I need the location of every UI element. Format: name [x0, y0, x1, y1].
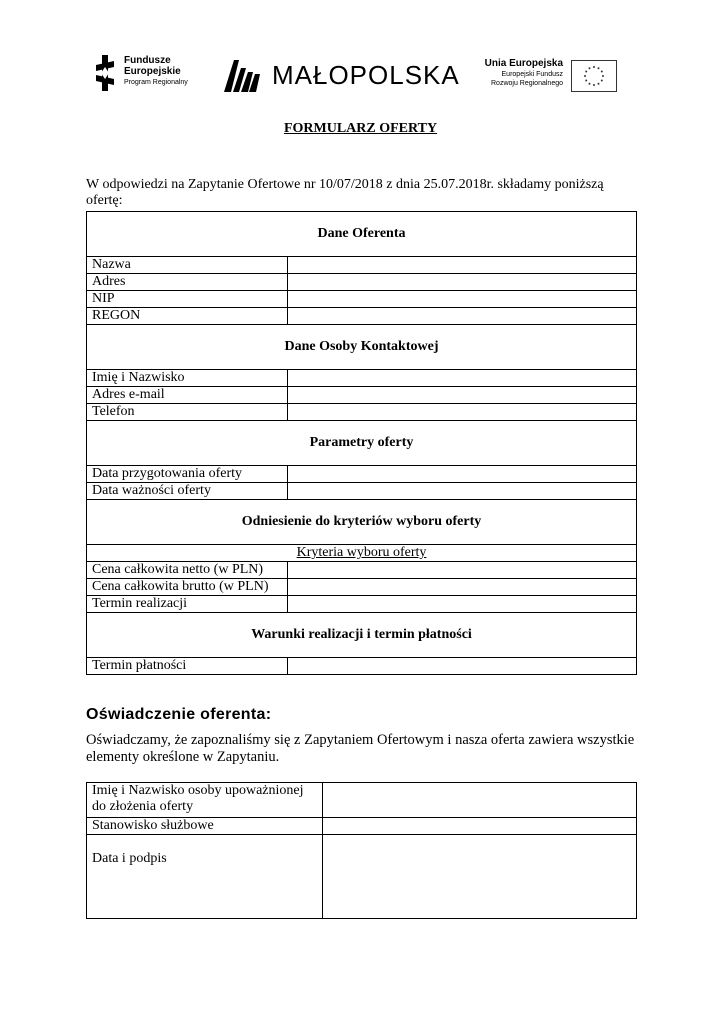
- label-osoba-upowazniona-line1: Imię i Nazwisko osoby upoważnionej: [92, 783, 304, 798]
- eu-star-icon: [598, 83, 600, 85]
- eu-star-icon: [584, 75, 586, 77]
- section-row: [87, 325, 637, 370]
- subhead-row: [87, 545, 637, 562]
- malopolska-logo-text: MAŁOPOLSKA: [272, 60, 460, 90]
- fe-logo-line1: Fundusze: [124, 55, 171, 66]
- field-cena-netto[interactable]: [288, 562, 637, 579]
- field-email[interactable]: [288, 387, 637, 404]
- field-stanowisko[interactable]: [323, 818, 637, 835]
- eu-star-icon: [593, 66, 595, 68]
- subhead-kryteria-wyboru: Kryteria wyboru oferty: [87, 545, 637, 562]
- table-row: [87, 387, 637, 404]
- section-kryteria: Odniesienie do kryteriów wyboru oferty: [87, 500, 637, 545]
- table-row: [87, 579, 637, 596]
- table-row: [87, 658, 637, 675]
- fe-star-icon: [94, 55, 116, 91]
- field-adres[interactable]: [288, 274, 637, 291]
- label-cena-netto: Cena całkowita netto (w PLN): [87, 562, 288, 579]
- fe-logo-line2: Europejskie: [124, 66, 181, 77]
- section-dane-kontaktowe: Dane Osoby Kontaktowej: [87, 325, 637, 370]
- label-telefon: Telefon: [87, 404, 288, 421]
- table-row: [87, 291, 637, 308]
- signature-table: [86, 782, 637, 919]
- label-nazwa: Nazwa: [87, 257, 288, 274]
- intro-text: W odpowiedzi na Zapytanie Ofertowe nr 10/07/2018 z dnia 25.07.2018r. składamy poniższą ofertę:: [86, 177, 604, 208]
- field-data-waznosci[interactable]: [288, 483, 637, 500]
- field-nazwa[interactable]: [288, 257, 637, 274]
- eu-logo-line2: Europejski Fundusz: [501, 71, 563, 78]
- field-cena-brutto[interactable]: [288, 579, 637, 596]
- table-row: [87, 783, 637, 818]
- declaration-text: Oświadczamy, że zapoznaliśmy się z Zapytaniem Ofertowym i nasza oferta zawiera wszystkie elementy określone w Zapytaniu.: [86, 732, 635, 765]
- table-row: [87, 257, 637, 274]
- eu-star-icon: [601, 80, 603, 82]
- table-row: [87, 562, 637, 579]
- eu-flag-icon: [571, 60, 617, 92]
- field-data-podpis[interactable]: [323, 835, 637, 919]
- section-warunki-realizacji: Warunki realizacji i termin płatności: [87, 613, 637, 658]
- unia-europejska-logo: [476, 58, 621, 94]
- field-data-przygotowania[interactable]: [288, 466, 637, 483]
- label-cena-brutto: Cena całkowita brutto (w PLN): [87, 579, 288, 596]
- field-osoba-upowazniona[interactable]: [323, 783, 637, 818]
- eu-star-icon: [589, 83, 591, 85]
- section-row: [87, 500, 637, 545]
- label-regon: REGON: [87, 308, 288, 325]
- label-osoba-upowazniona: [87, 783, 323, 818]
- label-termin-realizacji: Termin realizacji: [87, 596, 288, 613]
- label-adres: Adres: [87, 274, 288, 291]
- label-data-przygotowania: Data przygotowania oferty: [87, 466, 288, 483]
- field-telefon[interactable]: [288, 404, 637, 421]
- eu-logo-line1: Unia Europejska: [484, 58, 563, 69]
- label-imie-nazwisko: Imię i Nazwisko: [87, 370, 288, 387]
- logo-bar: [0, 0, 721, 110]
- label-data-waznosci: Data ważności oferty: [87, 483, 288, 500]
- field-termin-realizacji[interactable]: [288, 596, 637, 613]
- table-row: [87, 404, 637, 421]
- table-row: [87, 466, 637, 483]
- label-email: Adres e-mail: [87, 387, 288, 404]
- table-row: [87, 818, 637, 835]
- section-row: [87, 421, 637, 466]
- fe-logo-line3: Program Regionalny: [124, 79, 188, 86]
- section-row: [87, 613, 637, 658]
- table-row: [87, 483, 637, 500]
- field-nip[interactable]: [288, 291, 637, 308]
- eu-star-icon: [598, 67, 600, 69]
- label-termin-platnosci: Termin płatności: [87, 658, 288, 675]
- section-dane-oferenta: Dane Oferenta: [87, 212, 637, 257]
- eu-star-icon: [585, 71, 587, 73]
- label-stanowisko: Stanowisko służbowe: [87, 818, 323, 835]
- table-row: [87, 274, 637, 291]
- eu-logo-line3: Rozwoju Regionalnego: [491, 80, 563, 87]
- offer-form-table: [86, 211, 637, 675]
- label-osoba-upowazniona-line2: do złożenia oferty: [92, 799, 194, 814]
- page-title: FORMULARZ OFERTY: [283, 121, 438, 136]
- table-row: [87, 308, 637, 325]
- table-row: [87, 370, 637, 387]
- eu-star-icon: [602, 75, 604, 77]
- eu-star-icon: [585, 80, 587, 82]
- eu-star-icon: [601, 71, 603, 73]
- field-imie-nazwisko[interactable]: [288, 370, 637, 387]
- field-termin-platnosci[interactable]: [288, 658, 637, 675]
- section-parametry-oferty: Parametry oferty: [87, 421, 637, 466]
- fundusze-europejskie-logo: [94, 52, 204, 96]
- malopolska-mountains-icon: [222, 58, 266, 92]
- declaration-title: Oświadczenie oferenta:: [86, 706, 272, 723]
- field-regon[interactable]: [288, 308, 637, 325]
- label-data-podpis: Data i podpis: [87, 835, 323, 919]
- table-row: [87, 596, 637, 613]
- label-nip: NIP: [87, 291, 288, 308]
- section-row: [87, 212, 637, 257]
- eu-star-icon: [593, 84, 595, 86]
- table-row: [87, 835, 637, 919]
- eu-star-icon: [589, 67, 591, 69]
